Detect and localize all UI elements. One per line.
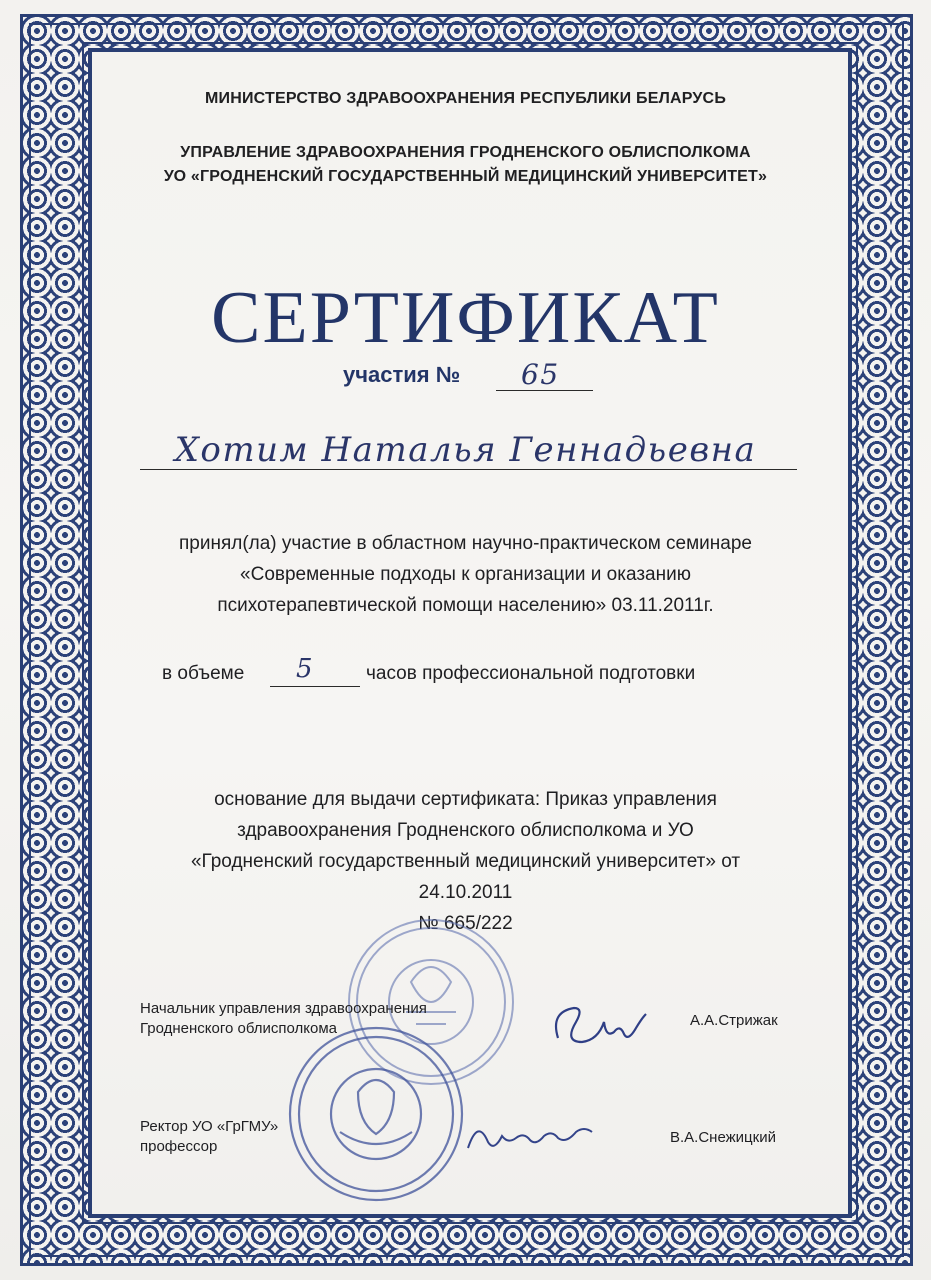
head-title-line-2: Гродненского облисполкома <box>140 1020 338 1037</box>
basis-order-number: № 665/222 <box>418 913 513 934</box>
rector-name: В.А.Снежицкий <box>670 1129 776 1146</box>
body-line-2: «Современные подходы к организации и оказанию <box>240 564 691 585</box>
volume-row <box>162 654 782 690</box>
round-seal-icon <box>276 1022 476 1207</box>
volume-prefix: в объеме <box>162 663 245 684</box>
body-line-1: принял(ла) участие в областном научно-практическом семинаре <box>178 533 752 554</box>
volume-underline <box>270 686 360 687</box>
certificate-number-value: 65 <box>521 358 560 391</box>
basis-line-2: здравоохранения Гродненского облисполкома и УО <box>237 820 694 841</box>
recipient-name: Хотим Наталья Геннадьевна <box>174 430 757 470</box>
head-title-line-1: Начальник управления здравоохранения <box>140 1000 427 1017</box>
number-underline <box>496 390 593 391</box>
name-underline <box>140 469 797 470</box>
university-heading: УО «ГРОДНЕНСКИЙ ГОСУДАРСТВЕННЫЙ МЕДИЦИНСКИЙ УНИВЕРСИТЕТ» <box>163 168 768 185</box>
head-title <box>140 999 427 1039</box>
head-signature-icon <box>544 990 654 1060</box>
basis-date: 24.10.2011 <box>418 882 513 903</box>
rector-title <box>140 1117 278 1157</box>
volume-value: 5 <box>296 654 315 684</box>
department-heading: УПРАВЛЕНИЕ ЗДРАВООХРАНЕНИЯ ГРОДНЕНСКОГО ОБЛИСПОЛКОМА <box>180 144 751 161</box>
certificate-number-row <box>343 358 603 392</box>
volume-suffix: часов профессиональной подготовки <box>366 663 696 684</box>
rector-signature-icon <box>456 1112 606 1162</box>
body-line-3: психотерапевтической помощи населению» 03.11.2011г. <box>217 595 714 616</box>
rector-title-line-1: Ректор УО «ГрГМУ» <box>140 1118 279 1135</box>
certificate-title: СЕРТИФИКАТ <box>211 277 720 359</box>
basis-line-3: «Гродненский государственный медицинский университет» от <box>190 851 741 872</box>
ministry-heading: МИНИСТЕРСТВО ЗДРАВООХРАНЕНИЯ РЕСПУБЛИКИ БЕЛАРУСЬ <box>204 90 727 107</box>
rector-title-line-2: профессор <box>140 1138 218 1155</box>
head-name: А.А.Стрижак <box>690 1012 778 1029</box>
certificate-number-label: участия № <box>343 362 461 387</box>
basis-line-1: основание для выдачи сертификата: Приказ управления <box>214 789 717 810</box>
